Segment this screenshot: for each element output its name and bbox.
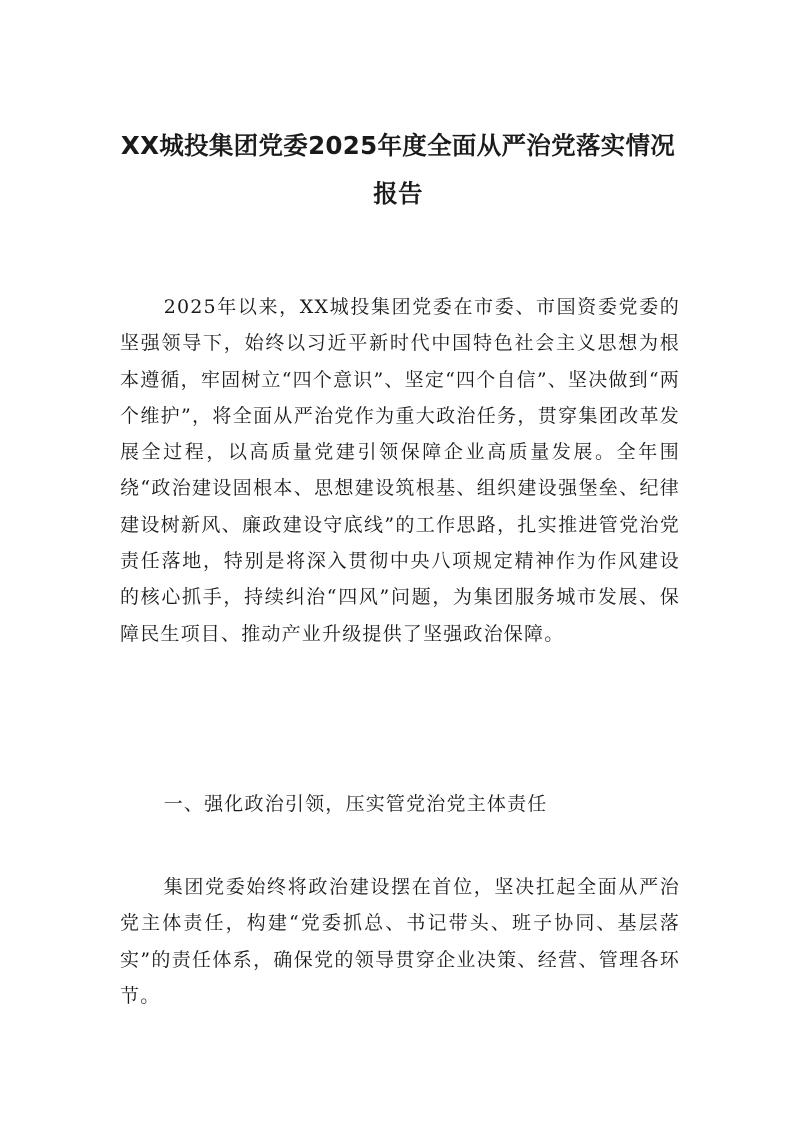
intro-paragraph: 2025年以来，XX城投集团党委在市委、市国资委党委的坚强领导下，始终以习近平新时代中国特色社会主义思想为根本遵循，牢固树立“四个意识”、坚定“四个自信”、坚决做到“两个维护”，将全面从严治党作为重大政治任务，贯穿集团改革发展全过程，以高质量党建引领保障企业高质量发展。全年围绕“政治建设固根本、思想建设筑根基、组织建设强堡垒、纪律建设树新风、廉政建设守底线”的工作思路，扎实推进管党治党责任落地，特别是将深入贯彻中央八项规定精神作为作风建设的核心抓手，持续纠治“四风”问题，为集团服务城市发展、保障民生项目、推动产业升级提供了坚强政治保障。 — [120, 296, 680, 645]
document-title: XX城投集团党委2025年度全面从严治党落实情况报告 — [120, 131, 676, 208]
section-heading: 一、强化政治引领，压实管党治党主体责任 — [163, 793, 548, 815]
section-paragraph: 集团党委始终将政治建设摆在首位，坚决扛起全面从严治党主体责任，构建“党委抓总、书记带头、班子协同、基层落实”的责任体系，确保党的领导贯穿企业决策、经营、管理各环节。 — [120, 876, 680, 1007]
